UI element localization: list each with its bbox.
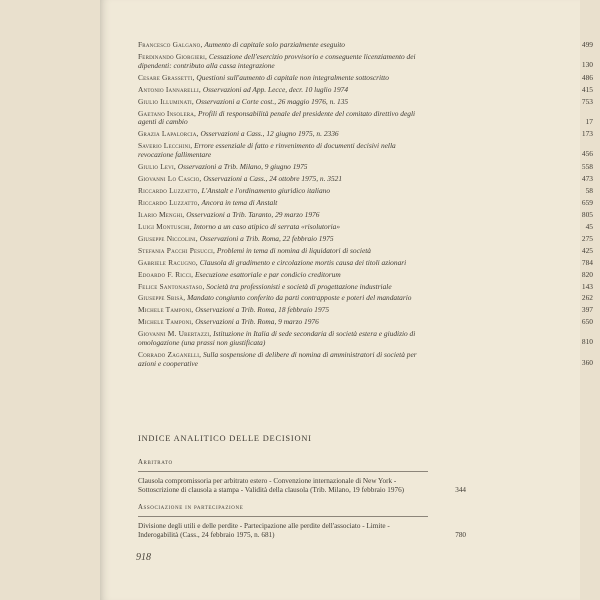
toc-page-value: 820: [581, 269, 593, 279]
toc-entry: [138, 72, 593, 83]
index-section: [138, 504, 466, 539]
toc-page-value: 360: [581, 358, 593, 368]
toc-page-value: 753: [581, 96, 593, 106]
toc-title: Osservazioni a Trib. Roma, 18 febbraio 1975: [195, 305, 330, 315]
page-number: 918: [136, 552, 151, 563]
index-section-title: Associazione in partecipazione: [138, 504, 244, 512]
toc-entry: [138, 305, 593, 315]
toc-title: Osservazioni a Trib. Milano, 9 giugno 1975: [177, 161, 308, 171]
index-item-text: Divisione degli utili e delle perdite - Partecipazione alle perdite dell'associato - Limite - Inderogabilità (Cass., 24 febbraio 1975, n. 681): [138, 522, 390, 539]
toc-entry: [138, 257, 593, 268]
toc-title: L'Anstalt e l'ordinamento giuridico italiano: [201, 185, 331, 195]
toc-page-value: 397: [581, 305, 593, 315]
index-heading: INDICE ANALITICO DELLE DECISIONI: [138, 434, 312, 443]
toc-author: Ilario Menghi,: [138, 209, 185, 219]
index-section: [138, 459, 466, 494]
toc-page-value: 275: [581, 233, 593, 243]
toc-author: Giulio Illuminati,: [138, 96, 194, 106]
toc-title: Ancora in tema di Anstalt: [201, 197, 278, 207]
toc-page-value: 810: [581, 337, 593, 347]
toc-title: Osservazioni a Corte cost., 26 maggio 1976, n. 135: [195, 96, 349, 106]
toc-author: Giuseppe Niccolini,: [138, 233, 198, 243]
toc-page-value: 659: [581, 197, 593, 207]
toc-author: Ferdinando Giorgieri,: [138, 51, 208, 61]
toc-page-value: 473: [581, 173, 593, 183]
toc-author: Edoardo F. Ricci,: [138, 269, 194, 279]
toc-author: Francesco Galgano,: [138, 40, 203, 49]
toc-author: Grazia Lapalorcia,: [138, 129, 199, 139]
toc-title: Profili di responsabilità penale del presidente del comitato direttivo degli agenti di cambio: [138, 108, 416, 127]
toc-page-value: 650: [581, 317, 593, 327]
toc-page-value: 173: [581, 129, 593, 139]
toc-title: Questioni sull'aumento di capitale non integralmente sottoscritto: [196, 72, 389, 82]
toc-entry: [138, 350, 593, 368]
toc-entry: [138, 209, 593, 220]
toc-entry: [138, 197, 593, 208]
toc-title: Cessazione dell'esercizio provvisorio e conseguente licenziamento dei dipendenti: contributo alla cassa integrazione: [138, 51, 416, 70]
toc-author: Saverio Lecchini,: [138, 141, 193, 151]
toc-page-value: 486: [581, 72, 593, 82]
toc-title: Errore essenziale di fatto e rinvenimento di documenti decisivi nella revocazione fallimentare: [138, 141, 396, 159]
toc-title: Osservazioni a Trib. Roma, 22 febbraio 1975: [199, 233, 334, 243]
toc-author: Gaetano Insolera,: [138, 108, 197, 118]
section-divider: [138, 471, 428, 472]
toc-author: Luigi Montuschi,: [138, 221, 192, 231]
toc-page-value: 425: [581, 245, 593, 255]
toc-title: Osservazioni ad App. Lecce, decr. 10 luglio 1974: [202, 84, 349, 94]
toc-entry: [138, 40, 593, 50]
toc-entry: [138, 185, 593, 196]
toc-title: Esecuzione esattoriale e par condicio creditorum: [195, 269, 341, 279]
toc-page-value: 784: [581, 257, 593, 267]
toc-author: Michele Tamponi,: [138, 317, 194, 327]
toc-entry: [138, 84, 593, 95]
toc-title: Istituzione in Italia di sede secondaria di società estera e giudizio di omologazione (una prassi non giustificata): [138, 329, 416, 348]
toc-entry: [138, 281, 593, 292]
toc-title: Aumento di capitale solo parzialmente eseguito: [204, 40, 345, 49]
toc-page-value: 45: [585, 221, 593, 231]
toc-author: Stefania Pacchi Pesucci,: [138, 245, 216, 255]
toc-entry: [138, 293, 593, 303]
toc-title: Intorno a un caso atipico di serrata «risolutoria»: [193, 221, 341, 231]
toc-page-value: 805: [581, 209, 593, 219]
toc-page-value: 499: [581, 40, 593, 49]
toc-author: Giuseppe Sbisà,: [138, 293, 186, 303]
toc-author: Riccardo Luzzatto,: [138, 185, 200, 195]
toc-page-value: 143: [581, 281, 593, 291]
toc-page-value: 17: [585, 116, 593, 126]
toc-author: Antonio Iannarelli,: [138, 84, 201, 94]
toc-page-value: 262: [581, 293, 593, 303]
toc-entry: [138, 245, 593, 256]
toc-entry: [138, 161, 593, 172]
toc-author: Giovanni Lo Cascio,: [138, 173, 202, 183]
analytic-index: [138, 434, 466, 539]
toc-entry: [138, 317, 593, 327]
toc-title: Osservazioni a Trib. Roma, 9 marzo 1976: [195, 317, 319, 327]
toc-author: Cesare Grassetti,: [138, 72, 195, 82]
toc-entry: [138, 108, 593, 127]
toc-title: Società tra professionisti e società di progettazione industriale: [206, 281, 392, 291]
toc-title: Mandato congiunto conferito da parti contrapposte e poteri del mandatario: [187, 293, 412, 303]
toc-page-value: 130: [581, 59, 593, 69]
toc-title: Clausola di gradimento e circolazione mortis causa dei titoli azionari: [199, 257, 407, 267]
toc-entry: [138, 129, 593, 139]
index-item: [138, 522, 466, 539]
index-item-page: 780: [455, 530, 466, 539]
index-section-title: Arbitrato: [138, 459, 173, 466]
section-divider: [138, 516, 428, 517]
index-item: [138, 477, 466, 494]
table-of-contents: [138, 40, 593, 372]
toc-title: Sulla sospensione di delibere di nomina di amministratori di società per azioni e cooperative: [138, 350, 417, 368]
toc-title: Osservazioni a Cass., 24 ottobre 1975, n. 3521: [203, 173, 343, 183]
toc-page-value: 58: [585, 185, 593, 195]
index-item-page: 344: [455, 485, 466, 494]
toc-entry: [138, 233, 593, 244]
toc-author: Felice Santonastaso,: [138, 281, 205, 291]
toc-title: Osservazioni a Cass., 12 giugno 1975, n. 2336: [200, 129, 339, 139]
toc-author: Giovanni M. Ubertazzi,: [138, 329, 212, 339]
toc-author: Michele Tamponi,: [138, 305, 194, 315]
index-item-text: Clausola compromissoria per arbitrato estero - Convenzione internazionale di New York - Sottoscrizione di clausola a stampa - Validità della clausola (Trib. Milano, 19 febbraio 1976): [138, 477, 405, 494]
toc-entry: [138, 269, 593, 280]
toc-page-value: 415: [581, 84, 593, 94]
toc-entry: [138, 221, 593, 232]
toc-page-value: 558: [581, 161, 593, 171]
toc-author: Gabriele Racugno,: [138, 257, 198, 267]
toc-title: Problemi in tema di nomina di liquidatori di società: [216, 245, 371, 255]
toc-title: Osservazioni a Trib. Taranto, 29 marzo 1976: [186, 209, 320, 219]
toc-page-value: 456: [581, 149, 593, 159]
toc-entry: [138, 141, 593, 159]
toc-entry: [138, 51, 593, 70]
toc-entry: [138, 173, 593, 184]
toc-author: Riccardo Luzzatto,: [138, 197, 200, 207]
toc-author: Corrado Zaganelli,: [138, 350, 202, 360]
toc-author: Giulio Levi,: [138, 161, 176, 171]
toc-entry: [138, 329, 593, 348]
toc-entry: [138, 96, 593, 107]
